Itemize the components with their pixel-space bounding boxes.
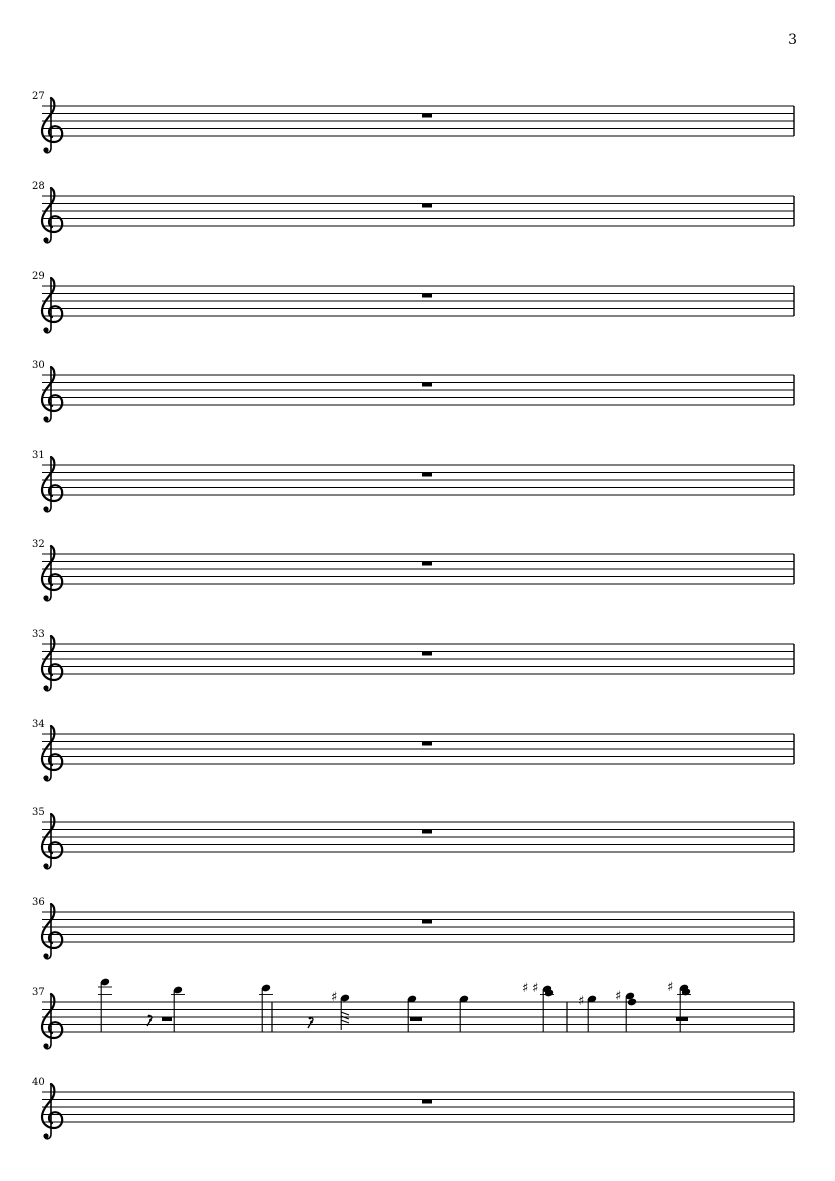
- measure-number: 31: [32, 450, 45, 461]
- staff-system: [32, 271, 794, 333]
- staff-system: [32, 360, 794, 422]
- note: [459, 995, 469, 1032]
- sharp-accidental: ♯: [331, 990, 338, 1005]
- whole-rest: [422, 204, 432, 208]
- measure-number: 36: [32, 897, 45, 908]
- measure-number: 33: [32, 629, 45, 640]
- staff-system: [32, 978, 794, 1049]
- measure-number: 40: [32, 1077, 45, 1088]
- staff-system: [32, 91, 794, 153]
- whole-rest: [422, 294, 432, 298]
- sharp-accidental: ♯: [522, 981, 529, 996]
- whole-rest: [422, 920, 432, 924]
- staff-system: [32, 719, 794, 781]
- measure-number: 28: [32, 181, 45, 192]
- staff-system: [32, 629, 794, 691]
- note: [625, 992, 635, 1032]
- staff-system: [32, 539, 794, 601]
- whole-rest: [422, 1100, 432, 1104]
- whole-rest: [422, 383, 432, 387]
- measure-number: 35: [32, 807, 45, 818]
- whole-rest: [422, 562, 432, 566]
- staff-system: [32, 450, 794, 512]
- whole-rest: [422, 742, 432, 746]
- measure-number: 37: [32, 987, 45, 998]
- whole-rest: [422, 830, 432, 834]
- sharp-accidental: ♯: [667, 980, 674, 995]
- staff-system: [32, 1077, 794, 1139]
- whole-rest: [422, 473, 432, 477]
- whole-rest: [422, 114, 432, 118]
- beam-flags: [341, 1012, 349, 1023]
- note: [98, 978, 112, 1032]
- staff-system: [32, 181, 794, 243]
- note: [171, 986, 185, 1032]
- staff-system: [32, 897, 794, 959]
- sharp-accidental: ♯: [532, 981, 539, 996]
- note: [587, 995, 597, 1032]
- measure-number: 29: [32, 271, 45, 282]
- page-number: 3: [788, 32, 797, 48]
- whole-rest: [422, 652, 432, 656]
- sharp-accidental: ♯: [615, 989, 622, 1004]
- note: [407, 995, 417, 1032]
- staff-system: [32, 807, 794, 869]
- half-rest: [676, 1017, 688, 1021]
- sharp-accidental: ♯: [578, 994, 585, 1009]
- measure-number: 27: [32, 91, 45, 102]
- half-rest: [410, 1017, 422, 1021]
- measure-number: 34: [32, 719, 45, 730]
- measure-number: 32: [32, 539, 45, 550]
- measure-number: 30: [32, 360, 45, 371]
- half-rest: [162, 1017, 172, 1021]
